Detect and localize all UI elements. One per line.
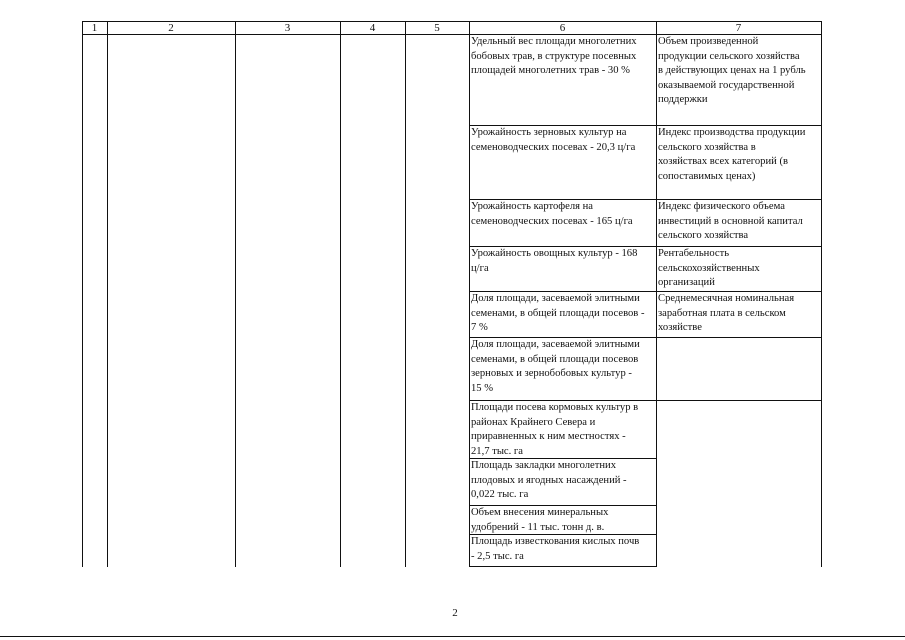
- col6-cell-5: Доля площади, засеваемой элитными семенами, в общей площади посевов - 7 %: [471, 293, 645, 334]
- col6-cell-10: Площадь известкования кислых почв - 2,5 тыс. га: [471, 536, 640, 562]
- col7-cell-5: Среднемесячная номинальная заработная плата в сельском хозяйстве: [658, 293, 795, 334]
- col6-cell-7: Площади посева кормовых культур в районах Крайнего Севера и приравненных к ним местностях - 21,7 тыс. га: [471, 402, 639, 457]
- column-header-1: 1: [91, 22, 98, 34]
- column-divider-1: [107, 21, 108, 567]
- col6-cell-6: Доля площади, засеваемой элитными семенами, в общей площади посевов зерновых и зернобобовых культур - 15 %: [471, 339, 640, 394]
- col6-cell-2: Урожайность зерновых культур на семеноводческих посевах - 20,3 ц/га: [471, 127, 636, 153]
- col6-cell-3: Урожайность картофеля на семеноводческих посевах - 165 ц/га: [471, 201, 633, 227]
- column-header-2: 2: [168, 22, 174, 34]
- column-header-3: 3: [284, 22, 291, 34]
- col7-row-border: [656, 400, 821, 401]
- page-number: 2: [452, 607, 458, 619]
- scan-edge-line: [0, 636, 905, 637]
- column-header-4: 4: [369, 22, 376, 34]
- col6-cell-9: Объем внесения минеральных удобрений - 11 тыс. тонн д. в.: [471, 507, 609, 533]
- col6-cell-1: Удельный вес площади многолетних бобовых трав, в структуре посевных площадей многолетних трав - 30 %: [471, 36, 637, 77]
- col6-cell-4: Урожайность овощных культур - 168 ц/га: [471, 248, 638, 274]
- column-divider-2: [235, 21, 236, 567]
- col6-cell-8: Площадь закладки многолетних плодовых и ягодных насаждений - 0,022 тыс. га: [471, 460, 627, 501]
- table-border-left: [82, 21, 83, 567]
- col7-cell-1: Объем произведенной продукции сельского хозяйства в действующих ценах на 1 рубль оказываемой государственной поддержки: [658, 36, 806, 106]
- col7-cell-3: Индекс физического объема инвестиций в основной капитал сельского хозяйства: [658, 201, 803, 242]
- column-header-6: 6: [559, 22, 566, 34]
- column-header-5: 5: [434, 22, 440, 34]
- column-divider-4: [405, 21, 406, 567]
- table-border-right: [821, 21, 822, 567]
- column-header-7: 7: [735, 22, 742, 34]
- col7-cell-4: Рентабельность сельскохозяйственных организаций: [658, 248, 760, 289]
- column-divider-3: [340, 21, 341, 567]
- col6-row-border: [469, 566, 656, 567]
- col7-cell-2: Индекс производства продукции сельского хозяйства в хозяйствах всех категорий (в сопоставимых ценах): [658, 127, 806, 182]
- col7-row-border: [656, 337, 821, 338]
